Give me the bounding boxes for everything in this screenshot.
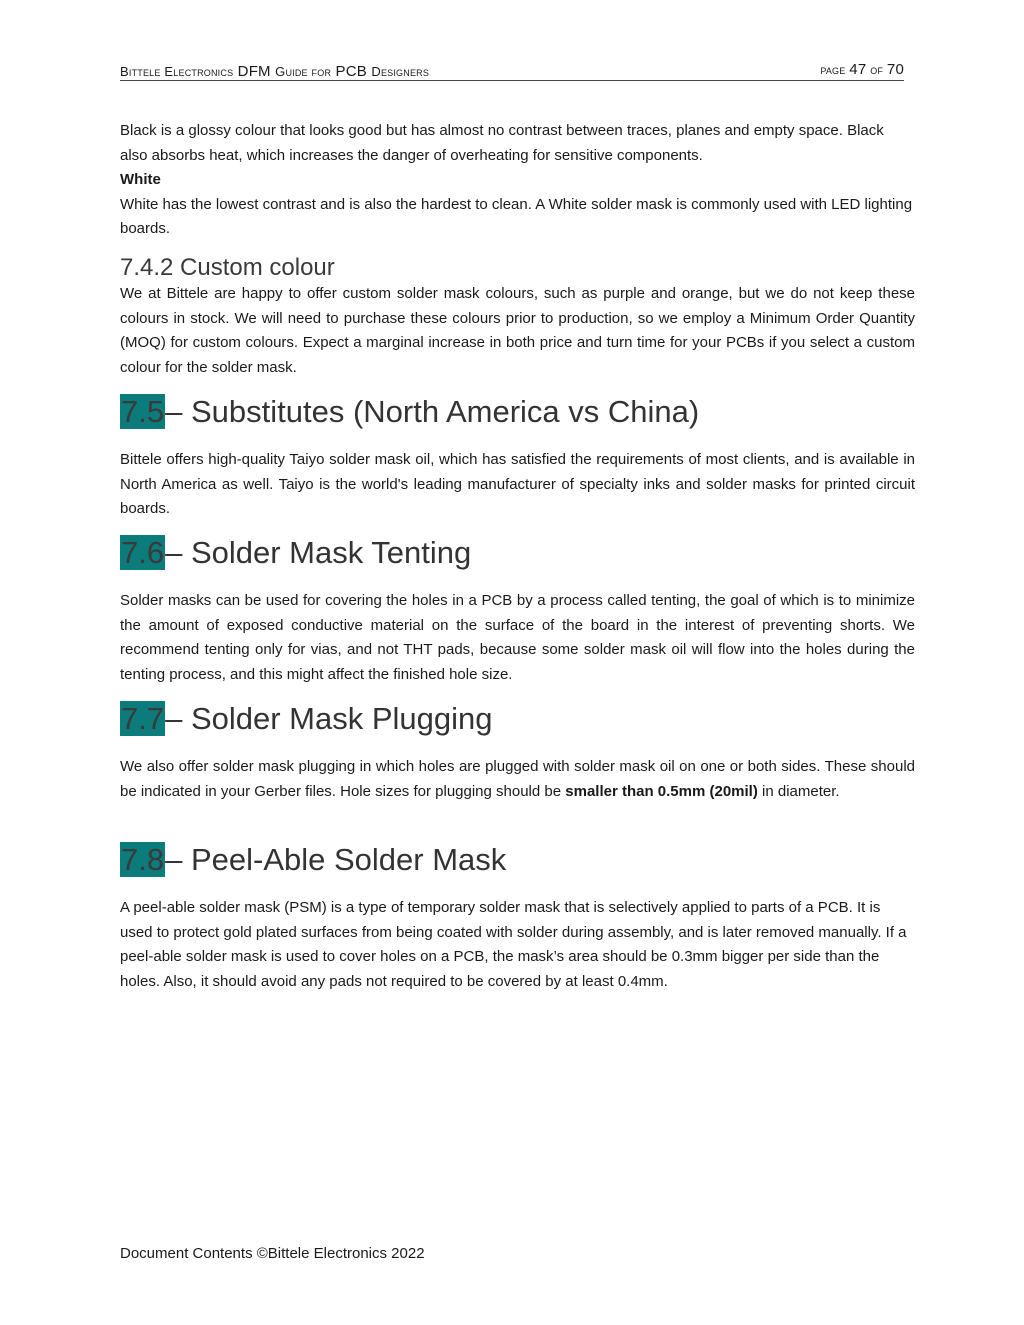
section-number: 7.7 <box>121 701 165 736</box>
footer-copyright: Document Contents ©Bittele Electronics 2022 <box>120 1245 425 1262</box>
section-number: 7.5 <box>121 394 165 429</box>
section-7-7-paragraph: We also offer solder mask plugging in which holes are plugged with solder mask oil on one or both sides. These should be indicated in your Gerber files. Hole sizes for plugging should be smaller than 0.5mm (20mil) in diameter. <box>120 758 915 800</box>
page-number: page 47 of 70 <box>820 61 904 78</box>
section-7-5-paragraph: Bittele offers high-quality Taiyo solder mask oil, which has satisfied the requirements of most clients, and is available in North America as well. Taiyo is the world's leading manufacturer of specialty inks and solder masks for printed circuit boards. <box>120 451 915 517</box>
custom-colour-heading: 7.4.2 Custom colour <box>120 254 335 281</box>
intro-block <box>120 119 915 242</box>
section-7-6-paragraph: Solder masks can be used for covering the holes in a PCB by a process called tenting, the goal of which is to minimize the amount of exposed conductive material on the surface of the board in the interest of preventing shorts. We recommend tenting only for vias, and not THT pads, because some solder mask oil will flow into the holes during the tenting process, and this might affect the finished hole size. <box>120 592 915 683</box>
section-7-8-heading: 7.8– Peel-Able Solder Mask <box>121 842 507 877</box>
black-paragraph: Black is a glossy colour that looks good but has almost no contrast between traces, planes and empty space. Black also absorbs heat, which increases the danger of overheating for sensitive components. <box>120 122 884 164</box>
section-7-5-heading: 7.5– Substitutes (North America vs China) <box>121 394 700 429</box>
plugging-size-emphasis: smaller than 0.5mm (20mil) <box>565 782 758 800</box>
document-title: Bittele Electronics DFM Guide for PCB Designers <box>120 63 430 80</box>
custom-colour-paragraph: We at Bittele are happy to offer custom solder mask colours, such as purple and orange, but we do not keep these colours in stock. We will need to purchase these colours prior to production, so we employ a Minimum Order Quantity (MOQ) for custom colours. Expect a marginal increase in both price and turn time for your PCBs if you select a custom colour for the solder mask. <box>120 285 915 376</box>
section-number: 7.8 <box>121 842 165 877</box>
section-7-8-paragraph: A peel-able solder mask (PSM) is a type of temporary solder mask that is selectively applied to parts of a PCB. It is used to protect gold plated surfaces from being coated with solder during assembly, and is later removed manually. If a peel-able solder mask is used to cover holes on a PCB, the mask’s area should be 0.3mm bigger per side than the holes. Also, it should avoid any pads not required to be covered by at least 0.4mm. <box>120 899 907 990</box>
section-7-7-heading: 7.7– Solder Mask Plugging <box>121 701 493 736</box>
section-7-6-heading: 7.6– Solder Mask Tenting <box>121 535 472 570</box>
page-header <box>120 60 904 81</box>
section-number: 7.6 <box>121 535 165 570</box>
white-heading: White <box>120 171 161 188</box>
white-paragraph: White has the lowest contrast and is also the hardest to clean. A White solder mask is commonly used with LED lighting boards. <box>120 195 913 237</box>
